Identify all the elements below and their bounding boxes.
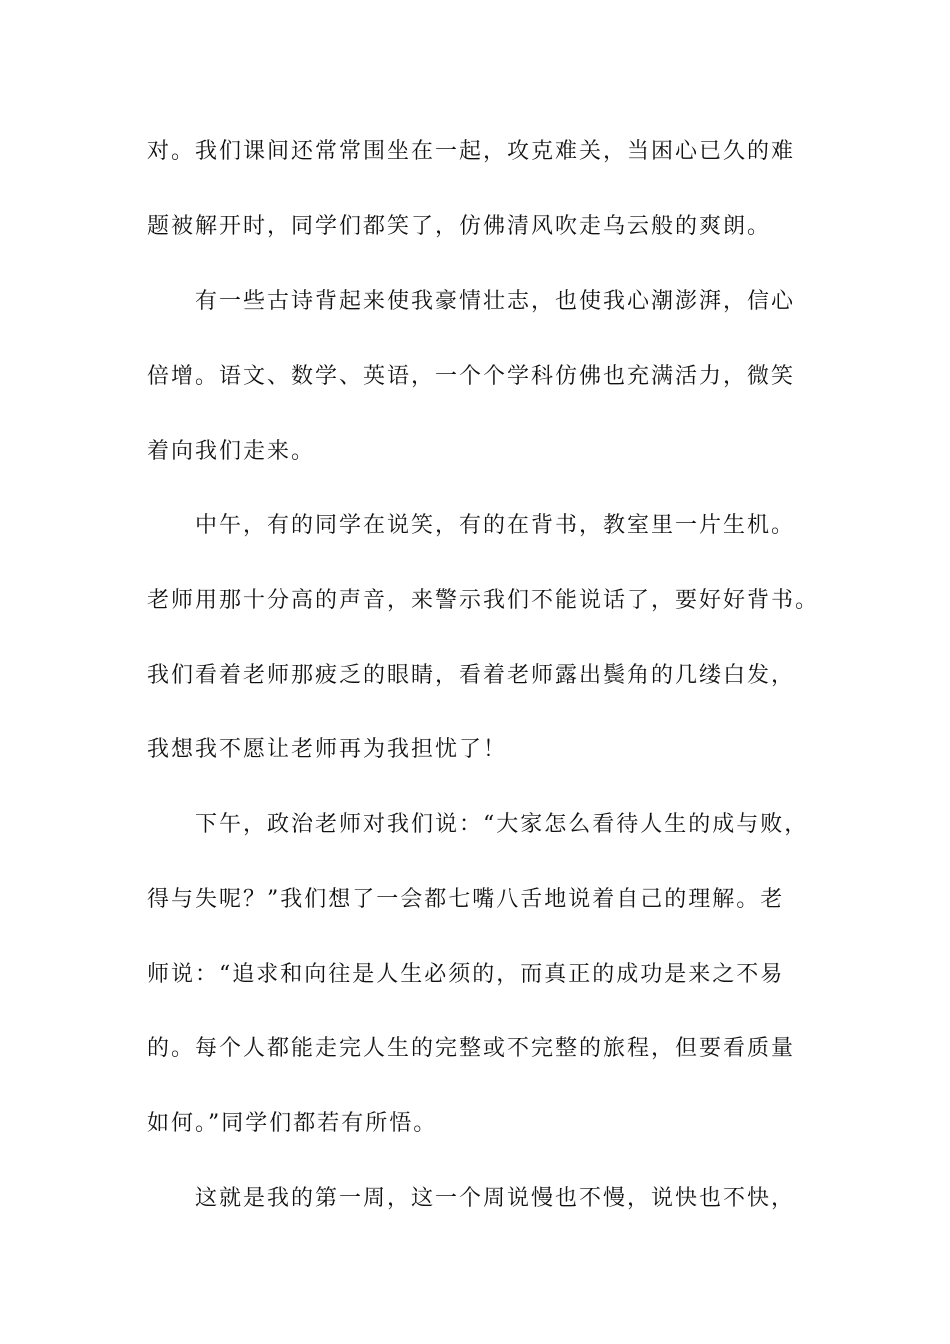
paragraph-start-line: 下午，政治老师对我们说：“大家怎么看待人生的成与败， <box>195 812 809 837</box>
text-line: 题被解开时，同学们都笑了，仿佛清风吹走乌云般的爽朗。 <box>147 214 772 239</box>
paragraph-start-line: 有一些古诗背起来使我豪情壮志，也使我心潮澎湃，信心 <box>195 289 796 314</box>
text-line: 如何。”同学们都若有所悟。 <box>147 1111 438 1136</box>
text-line: 我想我不愿让老师再为我担忧了！ <box>147 737 508 762</box>
text-line: 老师用那十分高的声音，来警示我们不能说话了，要好好背书。 <box>147 588 820 613</box>
paragraph-start-line: 这就是我的第一周，这一个周说慢也不慢，说快也不快， <box>195 1186 796 1211</box>
text-line: 的。每个人都能走完人生的完整或不完整的旅程，但要看质量 <box>147 1036 796 1061</box>
text-line: 得与失呢？”我们想了一会都七嘴八舌地说着自己的理解。老 <box>147 887 785 912</box>
text-line: 着向我们走来。 <box>147 439 316 464</box>
paragraph-start-line: 中午，有的同学在说笑，有的在背书，教室里一片生机。 <box>195 513 796 538</box>
text-line: 我们看着老师那疲乏的眼睛，看着老师露出鬓角的几缕白发， <box>147 663 796 688</box>
text-line: 倍增。语文、数学、英语，一个个学科仿佛也充满活力，微笑 <box>147 364 796 389</box>
text-line: 对。我们课间还常常围坐在一起，攻克难关，当困心已久的难 <box>147 139 796 164</box>
text-line: 师说：“追求和向往是人生必须的，而真正的成功是来之不易 <box>147 962 785 987</box>
